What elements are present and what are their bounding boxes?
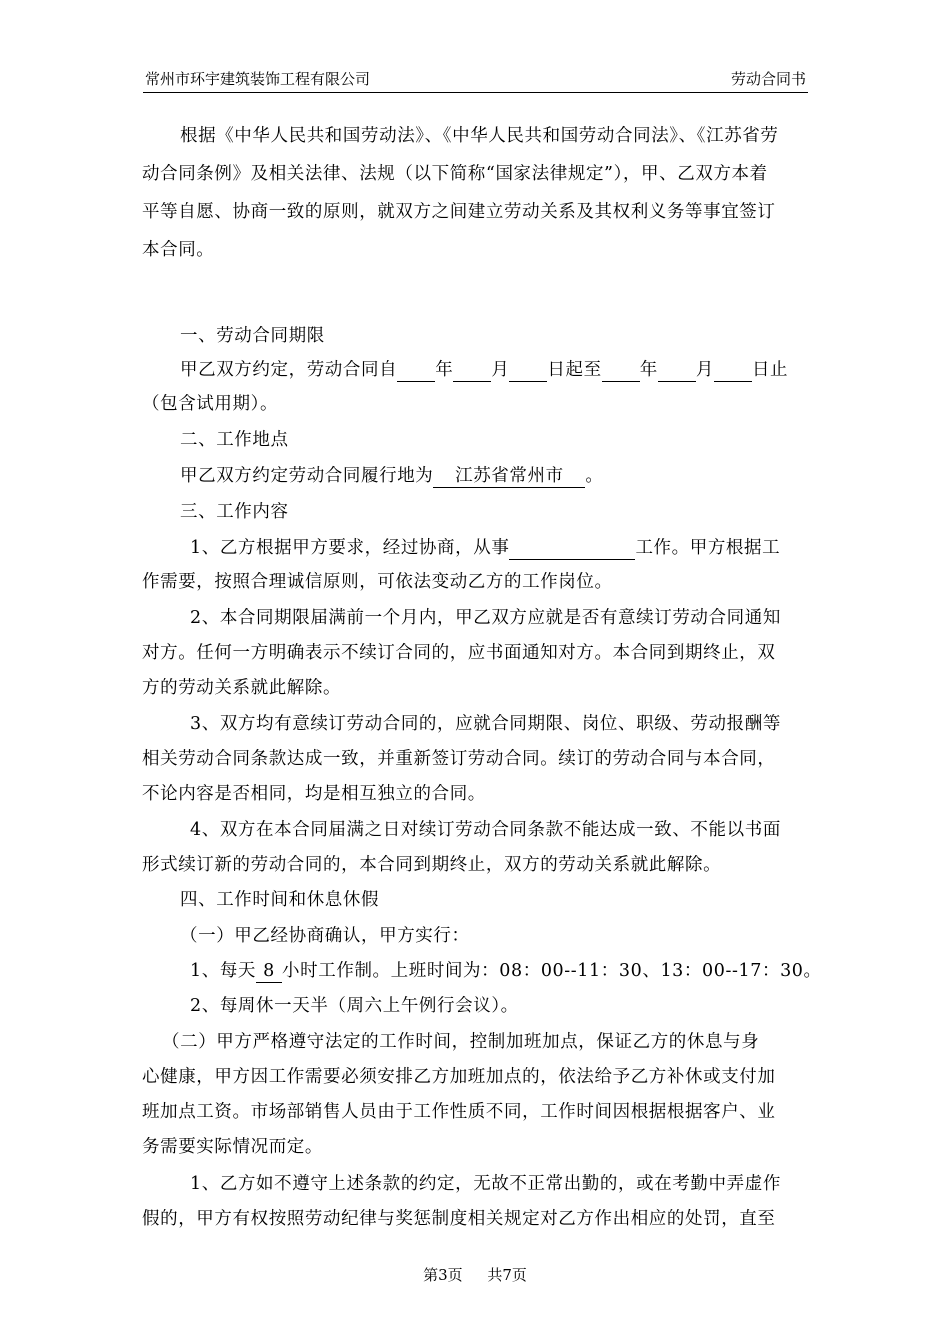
section-title-term: 一、劳动合同期限 [180,326,325,346]
job-clause-4: 4、双方在本合同届满之日对续订劳动合同条款不能达成一致、不能以书面 [190,820,781,840]
company-name: 常州市环宇建筑装饰工程有限公司 [145,70,371,88]
hours-item-1: 1、每天 8 小时工作制。上班时间为：08：00--11：30、13：00--17：30。 [190,961,822,981]
section-title-hours: 四、工作时间和休息休假 [180,890,380,910]
penalty-clause-1: 1、乙方如不遵守上述条款的约定，无故不正常出勤的，或在考勤中弄虚作 [190,1174,781,1194]
penalty-clause-1-cont: 假的，甲方有权按照劳动纪律与奖惩制度相关规定对乙方作出相应的处罚，直至 [142,1209,776,1229]
location-line: 甲乙双方约定劳动合同履行地为 江苏省常州市 。 [180,466,604,486]
blank-end-year[interactable] [602,359,640,382]
total-pages: 共7页 [487,1266,527,1284]
job-clause-2-cont: 对方。任何一方明确表示不续订合同的，应书面通知对方。本合同到期终止，双 [142,643,776,663]
page-number: 第3页 [423,1266,463,1284]
section-title-job: 三、工作内容 [180,502,289,522]
job-clause-2: 2、本合同期限届满前一个月内，甲乙双方应就是否有意续订劳动合同通知 [190,608,781,628]
job-clause-4-cont: 形式续订新的劳动合同的，本合同到期终止，双方的劳动关系就此解除。 [142,855,722,875]
intro-line: 平等自愿、协商一致的原则，就双方之间建立劳动关系及其权利义务等事宜签订 [142,202,776,222]
page-header [143,66,808,93]
blank-start-year[interactable] [397,359,435,382]
section-title-location: 二、工作地点 [180,430,289,450]
intro-line: 动合同条例》及相关法律、法规（以下简称“国家法律规定”），甲、乙双方本着 [142,164,768,184]
hours-sub-2: （二）甲方严格遵守法定的工作时间，控制加班加点，保证乙方的休息与身 [162,1032,760,1052]
blank-end-day[interactable] [714,359,752,382]
blank-end-month[interactable] [658,359,696,382]
job-clause-1: 1、乙方根据甲方要求，经过协商，从事 工作。甲方根据工 [190,538,781,558]
job-clause-1-cont: 作需要，按照合理诚信原则，可依法变动乙方的工作岗位。 [142,572,613,592]
job-clause-3: 3、双方均有意续订劳动合同的，应就合同期限、岗位、职级、劳动报酬等 [190,714,781,734]
hours-item-2: 2、每周休一天半（周六上午例行会议）。 [190,996,519,1016]
intro-line: 本合同。 [142,240,215,260]
work-location-value: 江苏省常州市 [433,465,585,488]
hours-sub-2-cont: 班加点工资。市场部销售人员由于工作性质不同，工作时间因根据根据客户、业 [142,1102,776,1122]
hours-sub-2-cont: 务需要实际情况而定。 [142,1137,323,1157]
job-clause-3-cont: 不论内容是否相同，均是相互独立的合同。 [142,784,486,804]
hours-sub-2-cont: 心健康，甲方因工作需要必须安排乙方加班加点的，依法给予乙方补休或支付加 [142,1067,776,1087]
term-line: 甲乙双方约定，劳动合同自 年 月 日起至 年 月 日止 [180,360,789,380]
term-line-trial: （包含试用期）。 [142,394,279,414]
blank-start-day[interactable] [509,359,547,382]
document-title: 劳动合同书 [730,70,806,88]
blank-start-month[interactable] [453,359,491,382]
intro-line: 根据《中华人民共和国劳动法》、《中华人民共和国劳动合同法》、《江苏省劳 [180,126,779,146]
daily-hours-value: 8 [256,960,282,983]
job-clause-2-cont: 方的劳动关系就此解除。 [142,678,342,698]
page-footer [0,1264,950,1285]
blank-job-title[interactable] [509,537,635,560]
hours-sub-1: （一）甲乙经协商确认，甲方实行： [180,926,470,946]
job-clause-3-cont: 相关劳动合同条款达成一致，并重新签订劳动合同。续订的劳动合同与本合同， [142,749,776,769]
